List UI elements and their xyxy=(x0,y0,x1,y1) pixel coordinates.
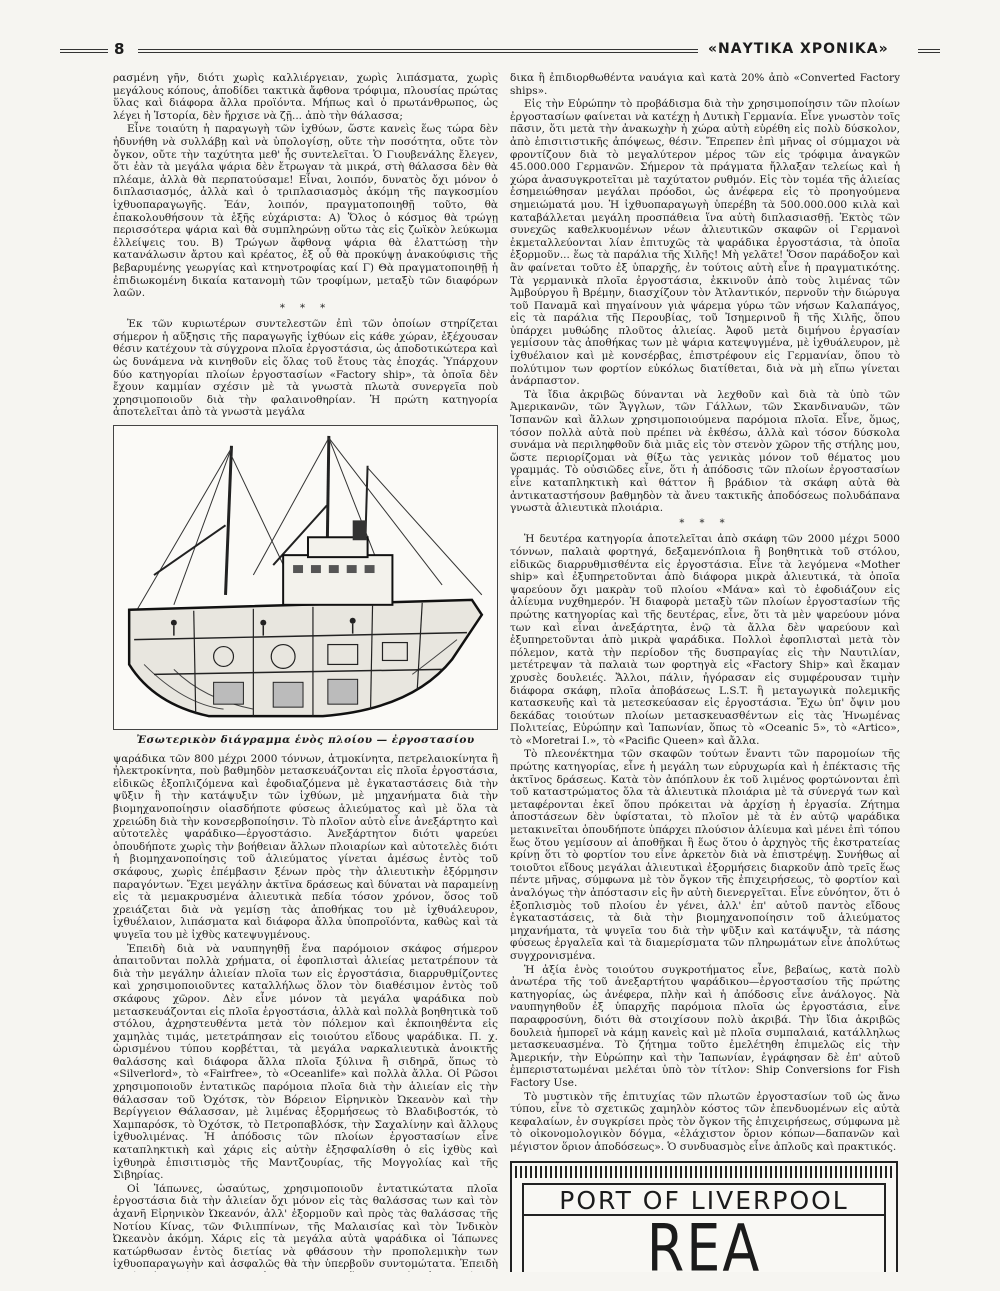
left-column xyxy=(113,72,498,1272)
rea-limited-advertisement xyxy=(510,1161,898,1272)
header-rule-middle xyxy=(138,49,698,53)
paragraph: Ἡ δευτέρα κατηγορία ἀποτελεῖται ἀπὸ σκάφη τῶν 2000 μέχρι 5000 τόννων, παλαιὰ φορτηγά, δεξαμενόπλοια ἢ βοηθητικὰ τοῦ στόλου, εἰδικῶς διαρρυθμισθέντα εἰς ἐργοστάσια. Εἶνε τὰ λεγόμενα «Mother ship» καὶ ἐξυπηρετοῦνται ἀπὸ διάφορα μικρὰ ἁλιευτικά, τὰ ὁποῖα ψαρεύουν ὄχι μακρὰν τοῦ πλοίου «Μάνα» καὶ τὸ ἐφοδιάζουν εἰς ἁλίευμα νυχθημερόν. Ἡ διαφορὰ μεταξὺ τῶν πλοίων ἐργοστασίων τῆς πρώτης κατηγορίας καὶ τῆς δευτέρας, εἶνε, ὅτι τὰ μὲν ψαρεύουν μόνα των καὶ εἶναι ἀνεξάρτητα, ἐνῷ τὰ ἄλλα δὲν ψαρεύουν καὶ ἐξυπηρετοῦνται ἀπὸ μικρὰ ψαράδικα. Πολλοὶ ἐφοπλισταὶ μετὰ τὸν πόλεμον, κατὰ τὴν περίοδον τῆς δυσπραγίας εἰς τὴν Ναυτιλίαν, μετέτρεψαν τὰ παλαιὰ των φορτηγὰ εἰς «Factory Ship» καὶ ἔκαμαν χρυσὲς δουλειές. Ἄλλοι, πάλιν, ἠγόρασαν εἰς συμφέρουσαν τιμὴν διάφορα σκάφη, πλοῖα ἀποβάσεως L.S.T. ἢ μεταγωγικὰ πολεμικῆς κατασκευῆς καὶ τὰ μετεσκεύασαν εἰς ἐργοστάσια. Ἔχω ὑπ' ὄψιν μου δεκάδας τοιούτων πλοίων μετασκευασθέντων εἰς τὰς Ἡνωμένας Πολιτείας, Εὐρώπην καὶ Ἰαπωνίαν, ὅπως τὸ «Oceanic 5», τὸ «Artico», τὸ «Moretrai I.», τὸ «Pacific Queen» καὶ ἄλλα. xyxy=(510,533,900,747)
paragraph: Τὰ ἴδια ἀκριβῶς δύνανται νὰ λεχθοῦν καὶ διὰ τὰ ὑπὸ τῶν Ἀμερικανῶν, τῶν Ἄγγλων, τῶν Γάλλων, τῶν Σκανδιναυῶν, τῶν Ἰσπανῶν καὶ ἄλλων χρησιμοποιούμενα παρόμοια πλοῖα. Εἶνε, ὅμως, τόσον πολλὰ αὐτὰ ποὺ πρέπει νὰ ἐκθέσω, ἀλλὰ καὶ τόσον δύσκολα συνάμα νὰ περιληφθοῦν διὰ μιᾶς εἰς τὸν στενὸν χῶρον τῆς στήλης μου, ὥστε περιορίζομαι νὰ θίξω τὰς γενικὰς μόνον τοῦ θέματος μου γραμμάς. Τὸ οὐσιῶδες εἶνε, ὅτι ἡ ἀπόδοσις τῶν πλοίων ἐργοστασίων εἶνε καταπληκτικὴ καὶ θάττον ἢ βράδιον τὰ σκάφη αὐτὰ θὰ ἀντικαταστήσουν βαθμηδὸν τὰ ἄνευ τακτικῆς ἀποδόσεως πολυδάπανα γνωστὰ ἁλιευτικὰ πλοιάρια. xyxy=(510,388,900,515)
ad-company-name: REA xyxy=(646,1210,762,1272)
paragraph: ψαράδικα τῶν 800 μέχρι 2000 τόννων, ἀτμοκίνητα, πετρελαιοκίνητα ἢ ἠλεκτροκίνητα, ποὺ βαθμηδὸν μετασκευάζονται εἰς πλοῖα ἐργοστάσια, εἰδικῶς ἐξοπλιζόμενα καὶ ἐφοδιαζόμενα μὲ ἐγκαταστάσεις διὰ τὴν ψῦξιν ἢ τὴν κατάψυξιν τῶν ἰχθύων, μὲ μηχανήματα διὰ τὴν βιομηχανοποίησιν οἱασδήποτε φύσεως ἁλιεύματος καὶ μὲ ὅλα τὰ χρειώδη διὰ τὴν κονσερβοποίησιν. Τὸ πλοῖον αὐτὸ εἶνε ἀνεξάρτητο καὶ αὐτοτελὲς ψαράδικο—ἐργοστάσιο. Ἀνεξάρτητον διότι ψαρεύει ὁπουδήποτε χωρὶς τὴν βοήθειαν ἄλλων πλοιαρίων καὶ αὐτοτελὲς διότι ἡ βιομηχανοποίησις τοῦ ἁλιεύματος γίνεται ἀμέσως ἐντὸς τοῦ σκάφους, χωρὶς ἐπέμβασιν ξένων πρὸς τὴν ἁλιευτικὴν ἐξόρμησιν παραγόντων. Ἔχει μεγάλην ἀκτῖνα δράσεως καὶ δύναται νὰ παραμείνῃ εἰς τὰ μεμακρυσμένα ἁλιευτικὰ πεδία τόσον χρόνον, ὅσος τοῦ χρειάζεται διὰ νὰ γεμίσῃ τὰς ἀποθήκας του μὲ ἰχθυάλευρον, ἰχθυέλαιον, λιπάσματα καὶ διάφορα ἄλλα ὑποπροϊόντα, καθὼς καὶ τὰ ψυγεῖα του μὲ ἰχθὺς κατεψυγμένους. xyxy=(113,752,498,941)
section-separator: * * * xyxy=(279,302,332,314)
paragraph: Ἐκ τῶν κυριωτέρων συντελεστῶν ἐπὶ τῶν ὁποίων στηρίζεται σήμερον ἡ αὔξησις τῆς παραγωγῆς ἰχθύων εἰς κάθε χώραν, ἐξέχουσαν θέσιν κατέχουν τὰ σύγχρονα πλοῖα ἐργοστάσια, ὡς ἀποδοτικώτερα καὶ ὡς δυνάμενα νὰ κινηθοῦν εἰς ὅλας τοῦ ἔτους τὰς ἐποχάς. Ὑπάρχουν δύο κατηγορίαι πλοίων ἐργοστασίων «Factory ship», τὰ ὁποῖα δὲν ἔχουν καμμίαν σχέσιν μὲ τὰ γνωστὰ πλωτὰ συνεργεῖα ποὺ χρησιμοποιοῦν διὰ τὴν φαλαινοθηρίαν. Ἡ πρώτη κατηγορία ἀποτελεῖται ἀπὸ τὰ γνωστὰ μεγάλα xyxy=(113,318,498,419)
paragraph: ρασμένη γῆν, διότι χωρὶς καλλιέργειαν, χωρὶς λιπάσματα, χωρὶς μεγάλους κόπους, ἀποδίδει τακτικὰ ἄφθονα τρόφιμα, πλουσίας πρώτας ὕλας καὶ διάφορα ἄλλα προϊόντα. Μήπως καὶ ὁ πρωτάνθρωπος, ὡς λέγει ἡ Ἱστορία, δὲν ἤρχισε νὰ ζῇ... ἀπὸ τὴν θάλασσα; xyxy=(113,72,498,122)
ship-diagram-figure xyxy=(113,425,498,730)
page-header xyxy=(60,40,940,62)
paragraph: Εἶνε τοιαύτη ἡ παραγωγὴ τῶν ἰχθύων, ὥστε κανεὶς ἕως τώρα δὲν ἠδυνήθη νὰ συλλάβῃ καὶ νὰ ὑπολογίσῃ, οὔτε τὴν ποσότητα, οὔτε τὸν ὄγκον, οὔτε τὴν ταχύτητα μεθ' ἧς συντελεῖται. Ὁ Γιουβενάλης ἔλεγεν, ὅτι ἐὰν τὰ μεγάλα ψάρια δὲν ἔτρωγαν τὰ μικρά, στὴ θάλασσα δὲν θὰ πλέαμε, ἀλλὰ θὰ περπατούσαμε! Εἶναι, λοιπόν, δυνατὸς ὄχι μόνον ὁ διπλασιασμός, ἀλλὰ καὶ ὁ τριπλασιασμὸς ἀκόμη τῆς παγκοσμίου ἰχθυοπαραγωγῆς. Ἐάν, λοιπόν, πραγματοποιηθῇ τοῦτο, θὰ ἐπακολουθήσουν τὰ ἑξῆς εὐχάριστα: Α) Ὅλος ὁ κόσμος θὰ τρώγῃ περισσότερα ψάρια καὶ θὰ συμπληρώνῃ οὕτω τὰς εἰς ζωϊκὸν λεύκωμα ἐλλείψεις του. Β) Τρώγων ἄφθονα ψάρια θὰ ἐλαττώσῃ τὴν κατανάλωσιν ἄρτου καὶ κρέατος, ἐξ οὗ θὰ προκύψῃ ἀνακούφισις τῆς βεβαρυμένης γεωργίας καὶ κτηνοτροφίας καί Γ) Θὰ πραγματοποιηθῇ ἡ ἐπιδιωκομένη δικαία κατανομὴ τῶν τροφίμων, μεταξὺ τῶν διαφόρων λαῶν. xyxy=(113,123,498,300)
ship-cutaway-illustration xyxy=(114,426,497,729)
ad-inner-frame xyxy=(522,1183,886,1272)
header-rule-right xyxy=(918,49,940,53)
right-column xyxy=(510,72,900,1272)
paragraph: Ἡ ἀξία ἑνὸς τοιούτου συγκροτήματος εἶνε, βεβαίως, κατὰ πολὺ ἀνωτέρα τῆς τοῦ ἀνεξαρτήτου ψαράδικου—ἐργοστασίου τῆς πρώτης κατηγορίας, ὡς ἀνέφερα, πλὴν καὶ ἡ ἀπόδοσις εἶνε ἀνάλογος. Νὰ ναυπηγηθοῦν ἐξ ὑπαρχῆς παρόμοια πλοῖα ὡς ἐργοστάσια, εἶνε παραφροσύνη, διότι θὰ στοιχίσουν πολὺ ἀκριβά. Τὴν ἴδια ἀκριβῶς δουλειὰ ἠμπορεῖ νὰ κάμῃ κανεὶς καὶ μὲ πλοῖα συμπαλαιά, κατάλληλως μετασκευασμένα. Τὸ ζήτημα τοῦτο ἐμελέτηθη ἐπιμελῶς εἰς τὴν Ἀμερικήν, τὴν Εὐρώπην καὶ τὴν Ἰαπωνίαν, ἐγράφησαν δὲ ἐπ' αὐτοῦ ἐμπεριστατωμέναι μελέται ὑπὸ τὸν τίτλον: Ship Conversions for Fish Factory Use. xyxy=(510,963,900,1089)
paragraph: Τὸ πλεονέκτημα τῶν σκαφῶν τούτων ἔναντι τῶν παρομοίων τῆς πρώτης κατηγορίας, εἶνε ἡ μεγάλη των εὐρυχωρία καὶ ἡ ἐπέκτασις τῆς ἀκτῖνος δράσεως. Κατὰ τὸν ἀπόπλουν ἐκ τοῦ λιμένος φορτώνονται ἐπὶ τοῦ καταστρώματος ὅλα τὰ ἁλιευτικὰ πλοιάρια μὲ τὰ σύνεργά των καὶ μεταφέρονται ἐκεῖ ὅπου πρόκειται νὰ ἀρχίσῃ ἡ ἐργασία. Ζήτημα ἀποστάσεων δὲν ὑφίσταται, τὸ πλοῖον μὲ τὰ ἐν αὐτῷ ψαράδικα μετακινεῖται ὁπουδήποτε ὑπάρχει πλούσιον ἁλίευμα καὶ μένει ἐπὶ τόπου ἕως ὅτου γεμίσουν αἱ ἀποθῆκαι ἢ ἕως ὅτου ὁ ἀρχηγὸς τῆς ἐκστρατείας κρίνῃ ὅτι τὸ φορτίον του εἶνε ἀρκετὸν διὰ νὰ ἐπιστρέψῃ. Συνήθως αἱ τοιοῦτοι εἴδους μεγάλαι ἁλιευτικαὶ ἐξορμήσεις διαρκοῦν ἀπὸ τρεῖς ἕως πέντε μῆνας, σύμφωνα μὲ τὸν ὄγκον τῆς ἐπιχειρήσεως, τὸ φορτίον καὶ ἀναλόγως τὴν ἀπόστασιν εἰς ἣν αὐτὴ διενεργεῖται. Εἶνε εὐνόητον, ὅτι ὁ ἐξοπλισμὸς τοῦ πλοίου ἐν γένει, ἀλλ' ἐπ' αὐτοῦ παντὸς εἴδους ἐγκαταστάσεις, τὰ διὰ τὴν βιομηχανοποίησιν τοῦ ἁλιεύματος μηχανήματα, τὰ ψυγεῖα του διὰ τὴν ψῦξιν καὶ κατάψυξιν, τὰ πάσης φύσεως ἐργαλεῖα καὶ τὰ διαμερίσματα τῶν πληρωμάτων εἶνε ἀπολύτως συγχρονισμένα. xyxy=(510,748,900,962)
ad-border-stripe xyxy=(515,1166,893,1178)
paragraph: Οἱ Ἰάπωνες, ὡσαύτως, χρησιμοποιοῦν ἐντατικώτατα πλοῖα ἐργοστάσια διὰ τὴν ἁλιείαν ὄχι μόνον εἰς τὰς θαλάσσας των καὶ τὸν ἀχανῆ Εἰρηνικὸν Ὠκεανόν, ἀλλ' ἐξορμοῦν καὶ πρὸς τὰς θαλάσσας τῆς Νοτίου Κίνας, τῶν Φιλιππίνων, τῆς Μαλαισίας καὶ τὸν Ἰνδικὸν Ὠκεανὸν ἀκόμη. Χάρις εἰς τὰ μεγάλα αὐτὰ ψαράδικα οἱ Ἰάπωνες κατώρθωσαν ἐντὸς διετίας νὰ φθάσουν τὴν προπολεμικὴν των ἰχθυοπαραγωγὴν καὶ ἀσφαλῶς θὰ τὴν ὑπερβοῦν συντομώτατα. Ἐπειδὴ xyxy=(113,1182,498,1271)
page-number: 8 xyxy=(114,40,125,58)
paragraph: δικα ἢ ἐπιδιορθωθέντα ναυάγια καὶ κατὰ 20% ἀπὸ «Converted Factory ships». xyxy=(510,72,900,97)
header-rule-left xyxy=(60,49,108,53)
journal-title: «ΝΑΥΤΙΚΑ ΧΡΟΝΙΚΑ» xyxy=(708,41,889,57)
ad-port-line: PORT OF LIVERPOOL xyxy=(559,1186,849,1216)
section-separator: * * * xyxy=(679,517,731,529)
paragraph: Εἰς τὴν Εὐρώπην τὸ προβάδισμα διὰ τὴν χρησιμοποίησιν τῶν πλοίων ἐργοστασίων φαίνεται νὰ κατέχῃ ἡ Δυτικὴ Γερμανία. Εἶνε γνωστὸν τοῖς πᾶσιν, ὅτι μετὰ τὴν ἀνακωχὴν ἡ χώρα αὐτὴ εὑρέθη εἰς πολὺ δύσκολον, ἀπὸ ἐπισιτιστικῆς ἀπόψεως, θέσιν. Ἔπρεπεν ἐπὶ μῆνας οἱ σύμμαχοι νὰ φροντίζουν διὰ τὸ μεγαλύτερον μέρος τῶν εἰς τρόφιμα ἀναγκῶν 45.000.000 Γερμανῶν. Σήμερον τὰ πράγματα ἤλλαξαν τελείως καὶ ἡ χώρα ἀνασυγκροτεῖται μὲ ταχύτατον ρυθμόν. Εἰς τὸν τομέα τῆς ἁλιείας ἐσημειώθησαν μεγάλαι πρόοδοι, ὡς ἀνέφερα εἰς τὸ προηγούμενα σημειώματά μου. Ἡ ἰχθυοπαραγωγὴ ὑπερέβη τὰ 500.000.000 κιλὰ καὶ καταβάλλεται μεγάλη προσπάθεια ἵνα αὐτὴ διπλασιασθῇ. Ἐκτὸς τῶν συνεχῶς καθελκυομένων νέων ἁλιευτικῶν σκαφῶν οἱ Γερμανοὶ ἐκμεταλλεύονται λίαν ἐπιτυχῶς τὰ ψαράδικα ἐργοστάσια, τὰ ὁποῖα ἐξορμοῦν... ἕως τὰ παράλια τῆς Χιλῆς! Μὴ γελᾶτε! Ὅσον παράδοξον καὶ ἂν φαίνεται τοῦτο ἐξ ὑπαρχῆς, ἐν τούτοις αὐτὴ εἶνε ἡ πραγματικότης. Τὰ γερμανικὰ πλοῖα ἐργοστάσια, ἐκκινοῦν ἀπὸ τοὺς λιμένας τῶν Ἀμβούργου ἢ Βρέμην, διασχίζουν τὸν Ἀτλαντικόν, περνοῦν τὴν διώρυγα τοῦ Παναμᾶ καὶ πηγαίνουν γιὰ ψάρεμα γύρω τῶν νήσων Καλαπάγος, εἰς τὰ παράλια τῆς Περουβίας, τοῦ Ἰσημερινοῦ ἢ τῆς Χιλῆς, ὅπου ὑπάρχει μυθώδης πλοῦτος ἁλιείας. Ἀφοῦ μετὰ διμήνου ἐργασίαν γεμίσουν τὰς ἀποθήκας των μὲ ψάρια κατεψυγμένα, μὲ ἰχθυάλευρον, μὲ ἰχθυέλαιον καὶ μὲ κονσέρβας, ἐπιστρέφουν εἰς Γερμανίαν, ὅπου τὸ πολύτιμον των φορτίον εὐκόλως διατίθεται, διὰ νὰ μὴ εἴπω γίνεται ἀνάρπαστον. xyxy=(510,98,900,388)
figure-caption: Ἐσωτερικὸν διάγραμμα ἑνὸς πλοίου — ἐργοστασίου xyxy=(136,734,475,747)
paragraph: Τὸ μυστικὸν τῆς ἐπιτυχίας τῶν πλωτῶν ἐργοστασίων τοῦ ὡς ἄνω τύπου, εἶνε τὸ σχετικῶς χαμηλὸν κόστος τῶν ἐπενδυομένων εἰς αὐτὰ κεφαλαίων, ἐν συγκρίσει πρὸς τὸν ὄγκον τῆς ἐπιχειρήσεως, σύμφωνα μὲ τὸ οἰκονομολογικὸν δόγμα, «ἐλάχιστον ὅριον κόπων—δαπανῶν καὶ μέγιστον ὅριον ἀποδόσεως». Ὁ συνδυασμὸς εἶνε ἁπλοῦς καὶ πρακτικός. xyxy=(510,1090,900,1153)
paragraph: Ἐπειδὴ διὰ νὰ ναυπηγηθῇ ἕνα παρόμοιον σκάφος σήμερον ἀπαιτοῦνται πολλὰ χρήματα, οἱ ἐφοπλισταὶ ἁλιείας μετατρέπουν τὰ διὰ τὴν μεγάλην ἁλιείαν πλοῖα των εἰς ἐργοστάσια, διαρρυθμίζοντες καὶ χρησιμοποιοῦντες καταλλήλως ὅλον τὸν διαθέσιμον ἐντὸς τοῦ σκάφους χῶρον. Δὲν εἶνε μόνον τὰ μεγάλα ψαράδικα ποὺ μετασκευάζονται εἰς πλοῖα ἐργοστάσια, ἀλλὰ καὶ πολλὰ βοηθητικὰ τοῦ στόλου, ἀχρηστευθέντα μετὰ τὸν πόλεμον καὶ ἐκποιηθέντα εἰς χαμηλὰς τιμάς, μετετράπησαν εἰς τοιούτου εἴδους ψαράδικα. Π. χ. ὡρισμένου τύπου κορβέτται, τὰ μεγάλα ναρκαλιευτικὰ ἀνοικτῆς θαλάσσης καὶ διάφορα ἄλλα πλοῖα ξύλινα ἢ σιδηρᾶ, ὅπως τὸ «Silverlord», τὸ «Fairfree», τὸ «Oceanlife» καὶ πολλὰ ἄλλα. Οἱ Ρῶσοι χρησιμοποιοῦν ἐντατικῶς παρόμοια πλοῖα διὰ τὴν ἁλιείαν εἰς τὴν θάλασσαν τοῦ Ὀχότσκ, τὸν Βόρειον Εἰρηνικὸν Ὠκεανὸν καὶ τὴν Βερίγγειον Θάλασσαν, μὲ λιμένας ἐξορμήσεως τὸ Βλαδιβοστόκ, τὸ Χαμπαρόσκ, τὸ Ὀχότσκ, τὸ Πετροπαβλόσκ, τὴν Σαχαλίνην καὶ ἄλλους ἰχθυολιμένας. Ἡ ἀπόδοσις τῶν πλοίων ἐργοστασίων εἶνε καταπληκτικὴ καὶ χάρις εἰς αὐτὴν ἐξησφαλίσθη ὁ εἰς ἰχθὺς καὶ ἰχθυηρὰ ἐπισιτισμὸς τῆς Μαντζουρίας, τῆς Μογγολίας καὶ τῆς Σιβηρίας. xyxy=(113,942,498,1182)
